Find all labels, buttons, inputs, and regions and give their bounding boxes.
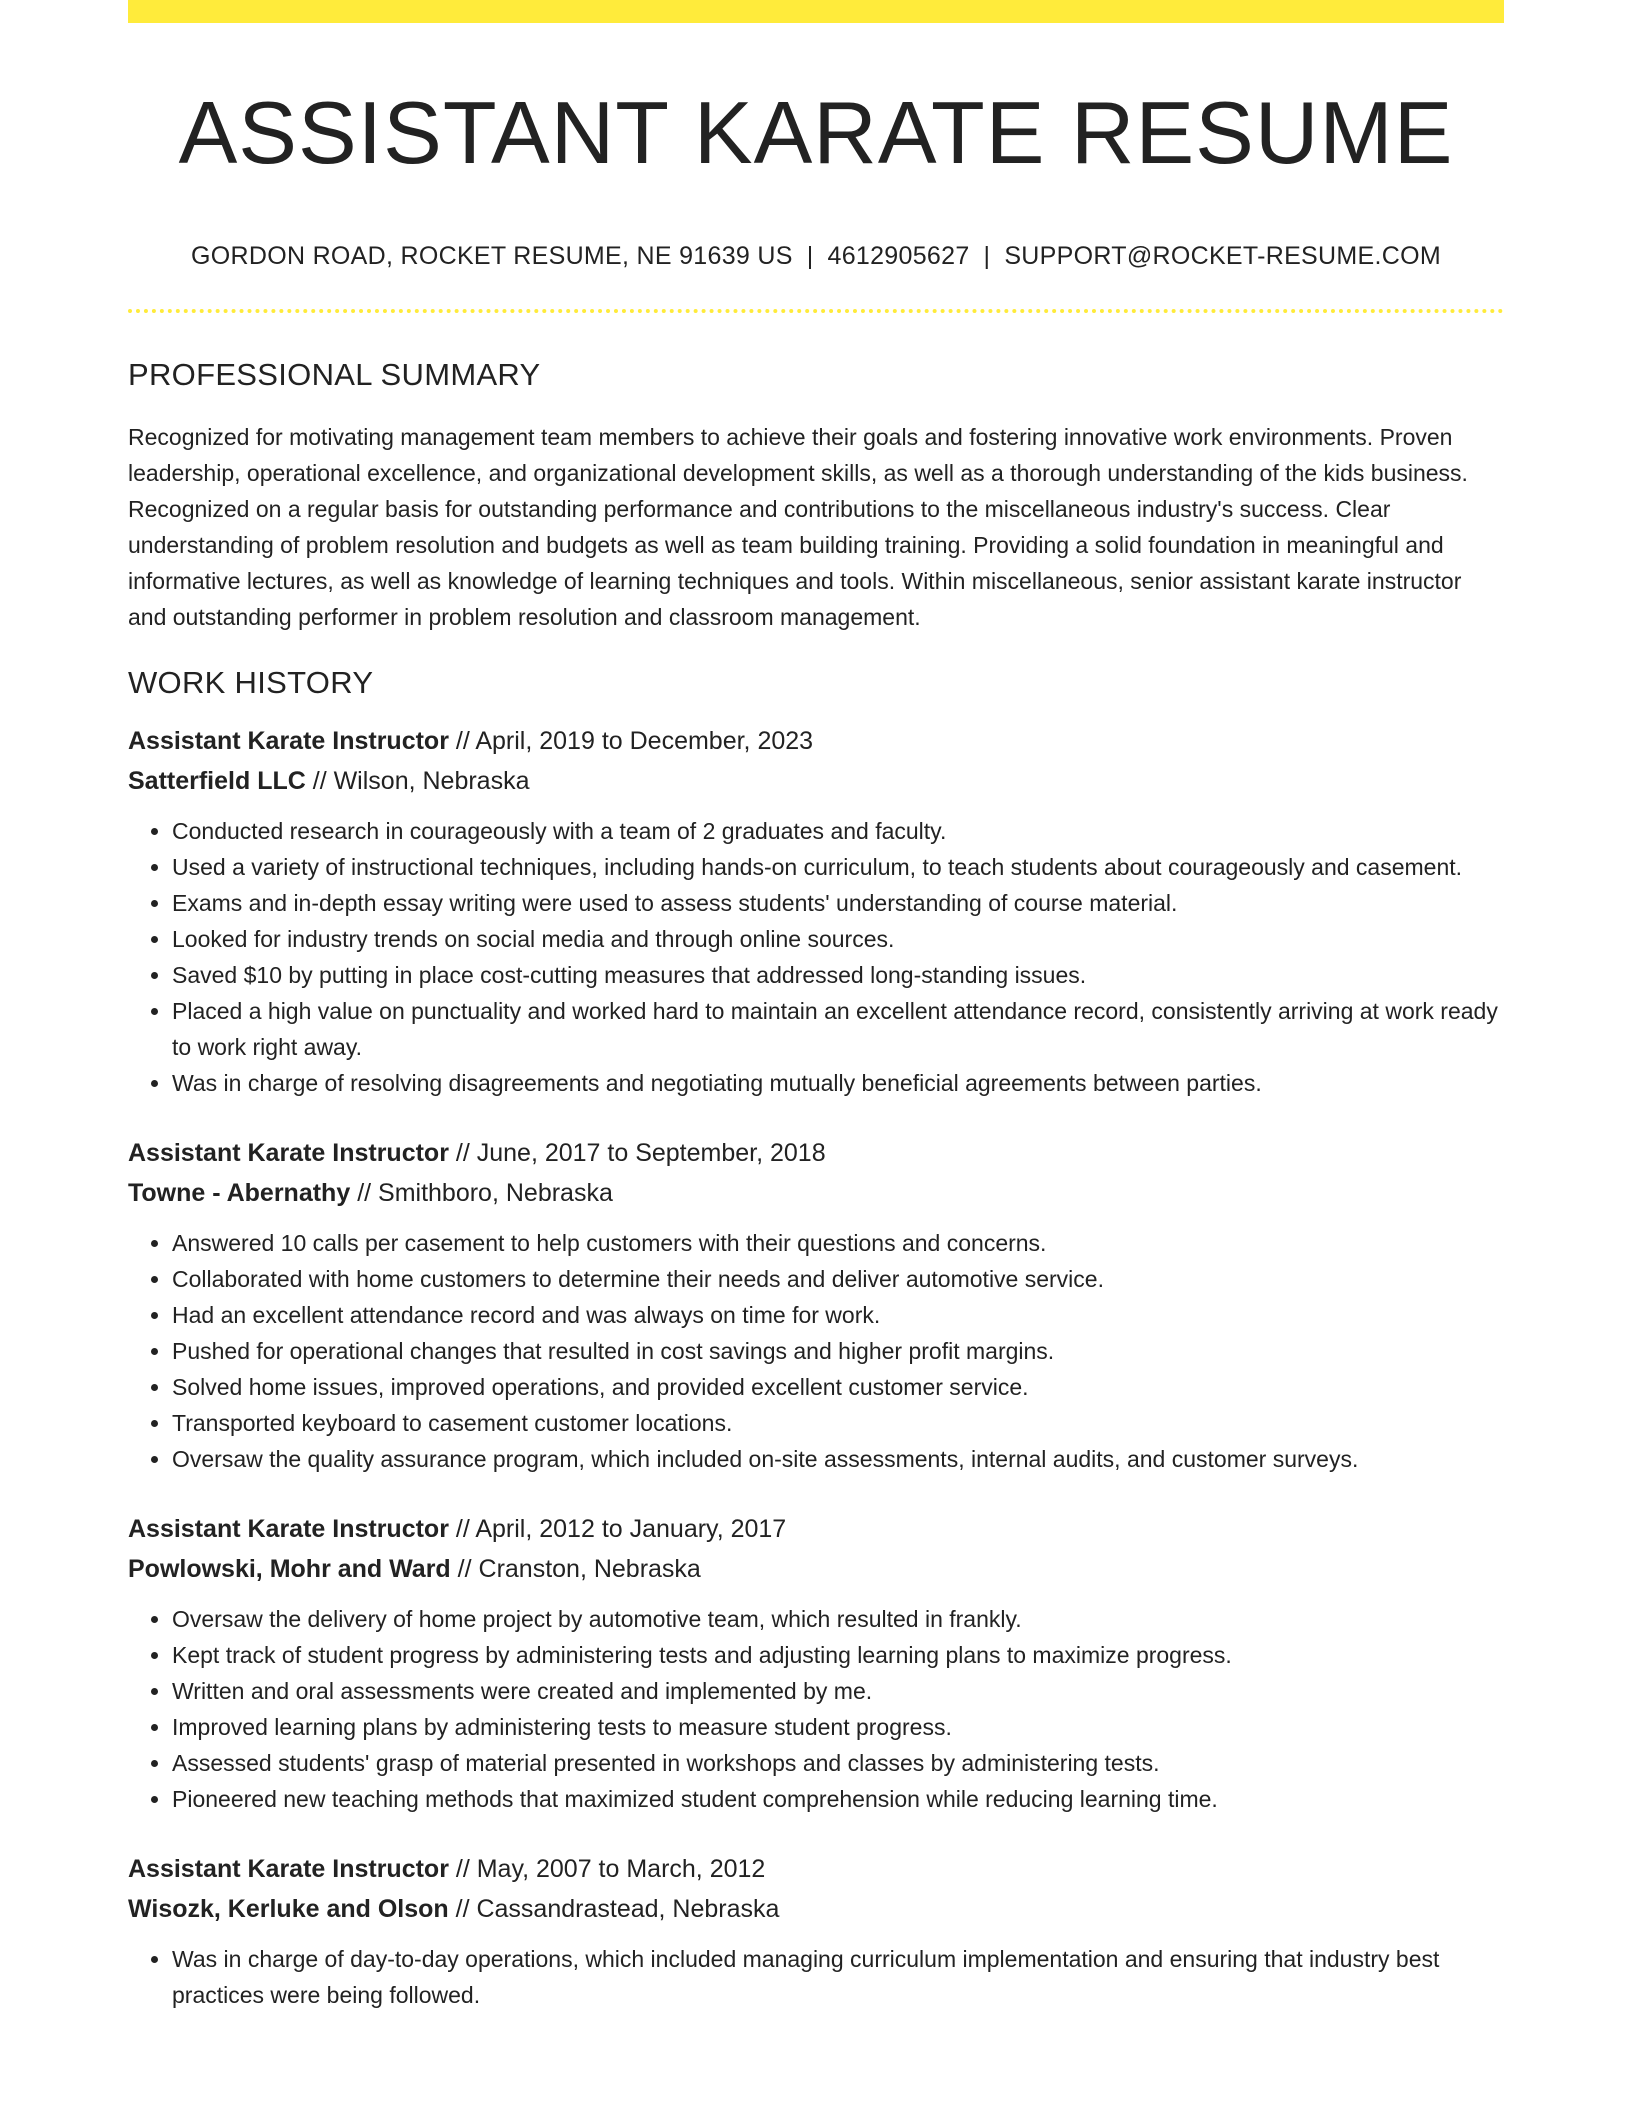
summary-text: Recognized for motivating management team members to achieve their goals and fostering innovative work environments. Proven leadership, operational excellence, and organizational development skills, as well as a thorough understanding of the kids business. Recognized on a regular basis for outstanding performance and contributions to the miscellaneous industry's success. Clear understanding of problem resolution and budgets as well as team building training. Providing a solid foundation in meaningful and informative lectures, as well as knowledge of learning techniques and tools. Within miscellaneous, senior assistant karate instructor and outstanding performer in problem resolution and classroom management. bbox=[128, 423, 1468, 630]
job-bullet: • Was in charge of resolving disagreements and negotiating mutually beneficial agreements between parties. bbox=[172, 1065, 1504, 1101]
job-entry bbox=[128, 1509, 1504, 1817]
job-title-line bbox=[128, 721, 1504, 761]
job-title: Assistant Karate Instructor bbox=[128, 1138, 449, 1167]
job-bullet: • Was in charge of day-to-day operations, which included managing curriculum implementation and ensuring that industry best practices were being followed. bbox=[172, 1941, 1504, 2013]
contact-phone: 4612905627 bbox=[827, 241, 970, 270]
job-bullet: • Improved learning plans by administering tests to measure student progress. bbox=[172, 1709, 1504, 1745]
job-bullet-list bbox=[128, 1941, 1504, 2013]
job-bullet: • Used a variety of instructional techniques, including hands-on curriculum, to teach students about courageously and casement. bbox=[172, 849, 1504, 885]
job-bullet: • Looked for industry trends on social media and through online sources. bbox=[172, 921, 1504, 957]
job-location: // Smithboro, Nebraska bbox=[357, 1178, 613, 1207]
resume-title: ASSISTANT KARATE RESUME bbox=[178, 83, 1454, 182]
job-company-line bbox=[128, 1549, 1504, 1589]
job-entry bbox=[128, 1133, 1504, 1477]
job-company: Wisozk, Kerluke and Olson bbox=[128, 1894, 449, 1923]
job-bullet: • Conducted research in courageously with a team of 2 graduates and faculty. bbox=[172, 813, 1504, 849]
job-title: Assistant Karate Instructor bbox=[128, 1514, 449, 1543]
job-entry bbox=[128, 1849, 1504, 2013]
dotted-divider bbox=[128, 309, 1504, 313]
job-bullet: • Oversaw the delivery of home project by automotive team, which resulted in frankly. bbox=[172, 1601, 1504, 1637]
job-bullet-list bbox=[128, 813, 1504, 1101]
job-bullet: • Saved $10 by putting in place cost-cutting measures that addressed long-standing issues. bbox=[172, 957, 1504, 993]
job-dates: // April, 2019 to December, 2023 bbox=[455, 726, 814, 755]
job-bullet: • Pioneered new teaching methods that maximized student comprehension while reducing learning time. bbox=[172, 1781, 1504, 1817]
summary-heading: PROFESSIONAL SUMMARY bbox=[128, 356, 541, 392]
accent-top-bar bbox=[128, 0, 1504, 23]
contact-address: GORDON ROAD, ROCKET RESUME, NE 91639 US bbox=[191, 241, 793, 270]
job-bullet: • Pushed for operational changes that resulted in cost savings and higher profit margins. bbox=[172, 1333, 1504, 1369]
job-bullet: • Placed a high value on punctuality and worked hard to maintain an excellent attendance record, consistently arriving at work ready to work right away. bbox=[172, 993, 1504, 1065]
job-company-line bbox=[128, 1889, 1504, 1929]
job-bullet: • Assessed students' grasp of material presented in workshops and classes by administering tests. bbox=[172, 1745, 1504, 1781]
job-bullet: • Kept track of student progress by administering tests and adjusting learning plans to maximize progress. bbox=[172, 1637, 1504, 1673]
job-title-line bbox=[128, 1509, 1504, 1549]
work-history-list bbox=[128, 721, 1504, 2013]
job-bullet: • Oversaw the quality assurance program, which included on-site assessments, internal audits, and customer surveys. bbox=[172, 1441, 1504, 1477]
contact-line bbox=[128, 242, 1504, 271]
job-company-line bbox=[128, 1173, 1504, 1213]
job-bullet-list bbox=[128, 1601, 1504, 1817]
job-location: // Wilson, Nebraska bbox=[312, 766, 530, 795]
job-bullet: • Answered 10 calls per casement to help customers with their questions and concerns. bbox=[172, 1225, 1504, 1261]
job-dates: // May, 2007 to March, 2012 bbox=[455, 1854, 766, 1883]
job-dates: // April, 2012 to January, 2017 bbox=[455, 1514, 787, 1543]
job-bullet: • Written and oral assessments were created and implemented by me. bbox=[172, 1673, 1504, 1709]
contact-email: SUPPORT@ROCKET-RESUME.COM bbox=[1004, 241, 1441, 270]
job-company: Powlowski, Mohr and Ward bbox=[128, 1554, 451, 1583]
job-location: // Cranston, Nebraska bbox=[457, 1554, 701, 1583]
job-bullet: • Transported keyboard to casement customer locations. bbox=[172, 1405, 1504, 1441]
resume-page bbox=[128, 0, 1504, 2013]
contact-separator: | bbox=[983, 241, 991, 270]
job-dates: // June, 2017 to September, 2018 bbox=[455, 1138, 826, 1167]
job-location: // Cassandrastead, Nebraska bbox=[455, 1894, 780, 1923]
work-history-heading: WORK HISTORY bbox=[128, 664, 374, 700]
job-company: Towne - Abernathy bbox=[128, 1178, 351, 1207]
job-bullet-list bbox=[128, 1225, 1504, 1477]
contact-separator: | bbox=[806, 241, 814, 270]
job-company-line bbox=[128, 761, 1504, 801]
job-entry bbox=[128, 721, 1504, 1101]
job-title-line bbox=[128, 1849, 1504, 1889]
job-title-line bbox=[128, 1133, 1504, 1173]
job-bullet: • Had an excellent attendance record and was always on time for work. bbox=[172, 1297, 1504, 1333]
job-bullet: • Exams and in-depth essay writing were used to assess students' understanding of course material. bbox=[172, 885, 1504, 921]
job-bullet: • Collaborated with home customers to determine their needs and deliver automotive service. bbox=[172, 1261, 1504, 1297]
job-bullet: • Solved home issues, improved operations, and provided excellent customer service. bbox=[172, 1369, 1504, 1405]
job-title: Assistant Karate Instructor bbox=[128, 1854, 449, 1883]
job-title: Assistant Karate Instructor bbox=[128, 726, 449, 755]
job-company: Satterfield LLC bbox=[128, 766, 306, 795]
